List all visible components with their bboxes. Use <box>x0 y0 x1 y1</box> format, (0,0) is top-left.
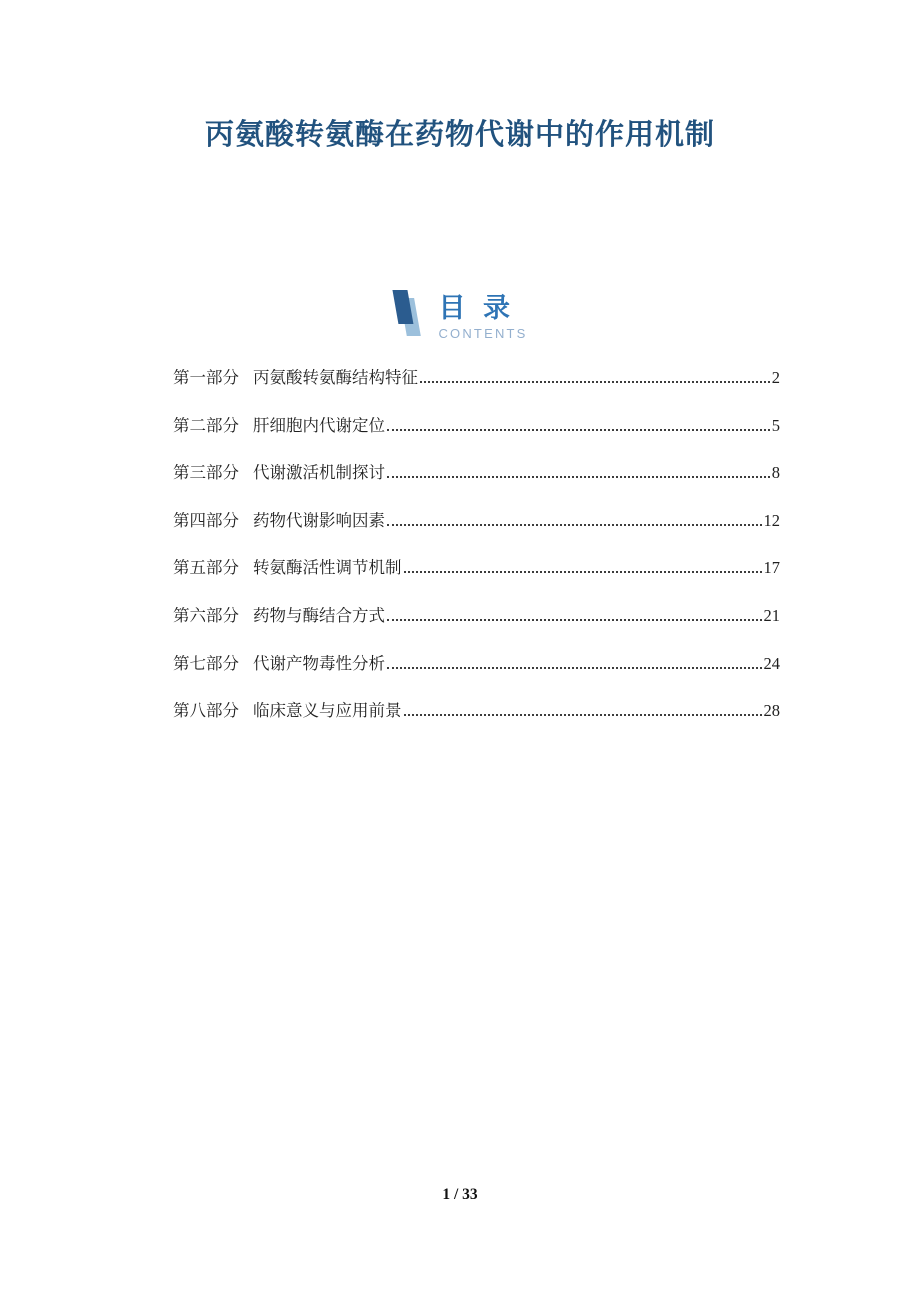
toc-entry-title: 临床意义与应用前景 <box>253 701 402 721</box>
page-footer <box>0 1186 920 1204</box>
toc-heading: 目 录 <box>438 293 515 323</box>
toc-entry-page: 12 <box>763 510 780 530</box>
toc-entry-page: 24 <box>763 653 780 673</box>
toc-entry[interactable] <box>173 366 780 390</box>
dot-leader <box>387 524 762 526</box>
icon-dark-bar <box>392 290 413 324</box>
dot-leader <box>387 429 770 431</box>
toc-list <box>173 366 780 747</box>
toc-entry-title: 肝细胞内代谢定位 <box>253 415 385 435</box>
toc-entry-title: 药物代谢影响因素 <box>253 510 385 530</box>
toc-entry-label: 第二部分 <box>173 415 239 435</box>
toc-entry-label: 第六部分 <box>173 605 239 625</box>
toc-entry-page: 5 <box>771 415 780 435</box>
toc-entry-label: 第七部分 <box>173 653 239 673</box>
toc-entry[interactable] <box>173 414 780 438</box>
dot-leader <box>387 667 762 669</box>
toc-header <box>392 286 527 346</box>
toc-entry-title: 转氨酶活性调节机制 <box>253 558 402 578</box>
toc-entry[interactable] <box>173 699 780 723</box>
toc-entry-title: 代谢产物毒性分析 <box>253 653 385 673</box>
toc-entry-label: 第一部分 <box>173 368 239 387</box>
dot-leader <box>387 619 762 621</box>
toc-entry-title: 药物与酶结合方式 <box>253 605 385 625</box>
page-number-indicator: 1 / 33 <box>442 1186 478 1203</box>
dot-leader <box>404 571 762 573</box>
toc-entry-page: 17 <box>763 558 780 578</box>
toc-entry[interactable] <box>173 604 780 628</box>
toc-subheading: CONTENTS <box>438 325 528 341</box>
dot-leader <box>404 714 762 716</box>
toc-entry-label: 第五部分 <box>173 558 239 578</box>
toc-entry[interactable] <box>173 652 780 676</box>
toc-entry[interactable] <box>173 556 780 580</box>
toc-entry-title: 代谢激活机制探讨 <box>253 463 385 483</box>
toc-entry-label: 第四部分 <box>173 510 239 530</box>
toc-entry[interactable] <box>173 509 780 533</box>
toc-entry-page: 21 <box>763 605 780 625</box>
dot-leader <box>387 476 770 478</box>
toc-entry-title: 丙氨酸转氨酶结构特征 <box>253 368 418 387</box>
toc-entry-label: 第八部分 <box>173 701 239 721</box>
toc-entry-page: 28 <box>763 701 780 721</box>
dot-leader <box>420 381 770 383</box>
toc-entry-page: 2 <box>771 368 780 387</box>
toc-entry-label: 第三部分 <box>173 463 239 483</box>
toc-slash-bookmark-icon <box>392 286 428 346</box>
document-title: 丙氨酸转氨酶在药物代谢中的作用机制 <box>204 119 715 151</box>
toc-entry-page: 8 <box>771 463 780 483</box>
toc-heading-group <box>438 286 527 341</box>
toc-entry[interactable] <box>173 461 780 485</box>
